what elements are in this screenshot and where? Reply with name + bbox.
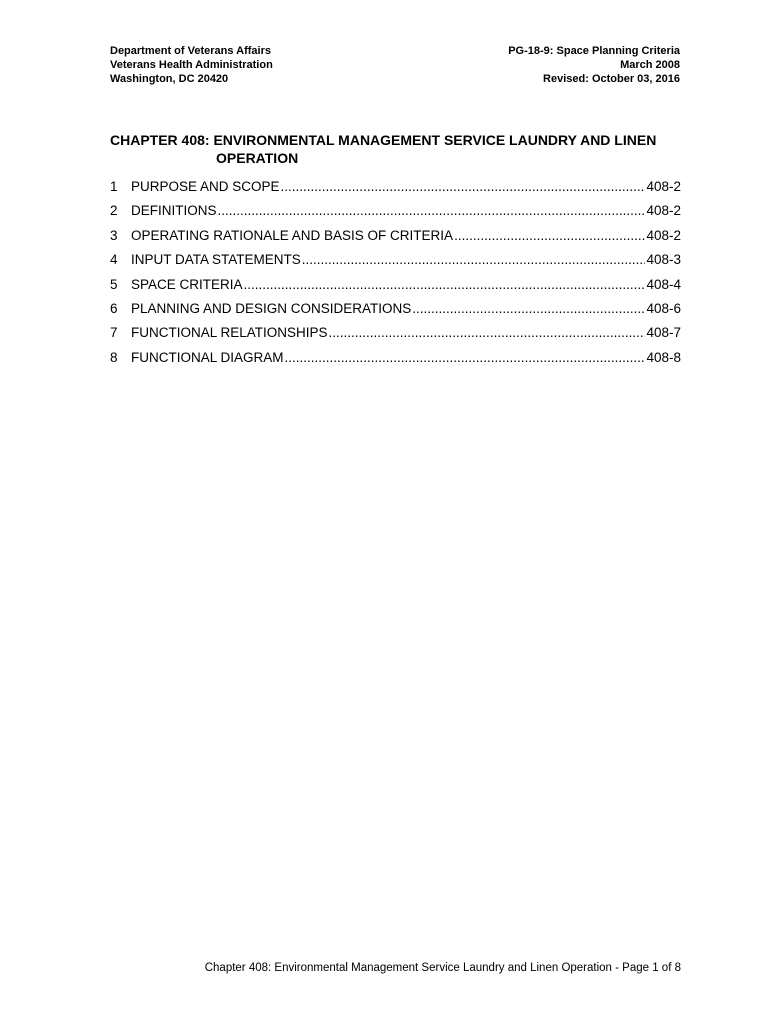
toc-entry-purpose[interactable] bbox=[110, 177, 681, 201]
toc-page-number: 408-3 bbox=[646, 252, 681, 268]
toc-number: 5 bbox=[110, 276, 118, 292]
toc-number: 2 bbox=[110, 203, 118, 219]
page-header bbox=[110, 44, 680, 86]
address: Washington, DC 20420 bbox=[110, 73, 229, 85]
toc-title: DEFINITIONS bbox=[131, 203, 217, 219]
toc-number: 3 bbox=[110, 227, 118, 243]
header-left-block bbox=[110, 44, 273, 86]
document-id: PG-18-9: Space Planning Criteria bbox=[508, 45, 680, 57]
revision-date: Revised: October 03, 2016 bbox=[543, 73, 680, 85]
toc-page-number: 408-7 bbox=[646, 325, 681, 341]
toc-number: 6 bbox=[110, 300, 118, 316]
toc-dot-leader bbox=[281, 177, 646, 197]
header-right-block bbox=[508, 44, 680, 86]
toc-page-number: 408-6 bbox=[646, 300, 681, 316]
toc-dot-leader bbox=[244, 275, 646, 295]
toc-title: INPUT DATA STATEMENTS bbox=[131, 252, 301, 268]
toc-number: 7 bbox=[110, 325, 118, 341]
toc-page-number: 408-2 bbox=[646, 179, 681, 194]
toc-page-number: 408-4 bbox=[646, 276, 681, 292]
toc-title: PLANNING AND DESIGN CONSIDERATIONS bbox=[131, 300, 412, 316]
toc-dot-leader bbox=[329, 323, 646, 343]
toc-dot-leader bbox=[218, 201, 646, 221]
toc-title: FUNCTIONAL DIAGRAM bbox=[131, 349, 284, 365]
toc-entry-input-data[interactable] bbox=[110, 250, 681, 274]
toc-number: 4 bbox=[110, 252, 118, 268]
page-footer: Chapter 408: Environmental Management Service Laundry and Linen Operation - Page 1 of 8 bbox=[204, 962, 681, 974]
toc-entry-functional-relationships[interactable] bbox=[110, 323, 681, 347]
toc-entry-space-criteria[interactable] bbox=[110, 275, 681, 299]
toc-title: PURPOSE AND SCOPE bbox=[131, 179, 280, 194]
toc-number: 8 bbox=[110, 349, 118, 365]
toc-dot-leader bbox=[412, 299, 645, 319]
toc-title: FUNCTIONAL RELATIONSHIPS bbox=[131, 325, 328, 341]
toc-title: SPACE CRITERIA bbox=[131, 276, 243, 292]
table-of-contents bbox=[110, 177, 681, 372]
toc-number: 1 bbox=[110, 179, 118, 194]
administration-name: Veterans Health Administration bbox=[110, 59, 273, 71]
toc-page-number: 408-2 bbox=[646, 227, 681, 243]
toc-dot-leader bbox=[302, 250, 646, 270]
chapter-title bbox=[110, 131, 685, 167]
toc-dot-leader bbox=[285, 348, 646, 368]
toc-entry-operating-rationale[interactable] bbox=[110, 226, 681, 250]
toc-dot-leader bbox=[454, 226, 645, 246]
toc-page-number: 408-2 bbox=[646, 203, 681, 219]
toc-entry-planning-design[interactable] bbox=[110, 299, 681, 323]
department-name: Department of Veterans Affairs bbox=[110, 45, 271, 57]
toc-title: OPERATING RATIONALE AND BASIS OF CRITERIA bbox=[131, 227, 454, 243]
chapter-title-line-1: CHAPTER 408: ENVIRONMENTAL MANAGEMENT SERVICE LAUNDRY AND LINEN bbox=[110, 132, 657, 148]
chapter-title-line-2: OPERATION bbox=[216, 150, 299, 166]
toc-entry-definitions[interactable] bbox=[110, 201, 681, 225]
toc-page-number: 408-8 bbox=[646, 349, 681, 365]
publication-date: March 2008 bbox=[620, 59, 680, 71]
toc-entry-functional-diagram[interactable] bbox=[110, 348, 681, 372]
